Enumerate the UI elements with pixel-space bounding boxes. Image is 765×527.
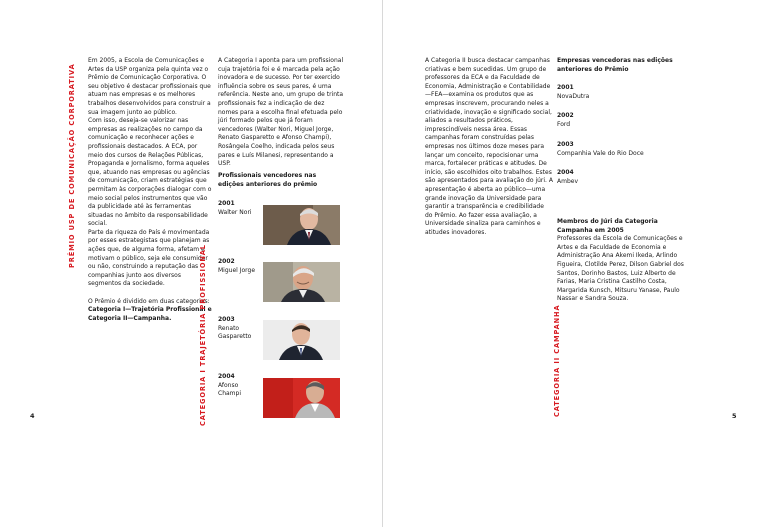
intro-column bbox=[88, 57, 214, 323]
intro-paragraph-1: Em 2005, a Escola de Comunicações e Artes da USP organiza pela quinta vez o Prêmio de Comunicação Corporativa. O seu objetivo é destacar profissionais que atuam nas empresas e os melhores trabalhos desenvolvidos para construir a sua imagem junto ao público. bbox=[88, 57, 211, 116]
category2-vertical-label: CATEGORIA II CAMPANHA bbox=[553, 304, 561, 417]
portrait-walter-nori bbox=[263, 205, 340, 245]
winner-name: Ford bbox=[557, 120, 571, 128]
winner-year: 2003 bbox=[218, 316, 235, 323]
categories-list: Categoria I—Trajetória Profissional e Categoria II—Campanha. bbox=[88, 306, 212, 322]
winner-year: 2003 bbox=[557, 141, 574, 148]
portrait-afonso-champi bbox=[263, 378, 340, 418]
professional-winners-heading: Profissionais vencedores nas edições anteriores do prêmio bbox=[218, 172, 318, 188]
company-winner-2001 bbox=[557, 84, 687, 101]
winner-name: Walter Nori bbox=[218, 208, 252, 216]
winner-year: 2001 bbox=[557, 84, 574, 91]
company-winners-column bbox=[557, 57, 689, 74]
winner-year: 2001 bbox=[218, 200, 235, 207]
category1-paragraph: A Categoria I aponta para um profissional cuja trajetória foi e é marcada pela ação inovadora e de sucesso. Por ter exercido influência sobre os seus pares, é uma referência. Neste ano, um grupo de trinta profissionais fez a indicação de dez nomes para a escolha final efetuada pelo júri formado pelos que já foram vencedores (Walter Nori, Miguel Jorge, Renato Gasparetto e Afonso Champi), Rosângela Coelho, indicada pelos seus pares e Luís Milanesi, representando a USP. bbox=[218, 57, 344, 168]
company-winner-2003 bbox=[557, 141, 687, 158]
right-page bbox=[383, 0, 765, 527]
category1-vertical-label: CATEGORIA I TRAJETÓRIA PROFISSIONAL bbox=[199, 244, 207, 426]
winner-year: 2004 bbox=[218, 373, 235, 380]
winner-year: 2002 bbox=[557, 112, 574, 119]
portrait-renato-gasparetto bbox=[263, 320, 340, 360]
intro-paragraph-3: Parte da riqueza do País é movimentada por esses estrategistas que planejam as ações que, de alguma forma, afetam e motivam o público, seja ele consumidor ou não, construindo a reputação das companhias junto aos diversos segmentos da sociedade. bbox=[88, 228, 210, 288]
winner-name: NovaDutra bbox=[557, 92, 590, 100]
categories-intro: O Prêmio é dividido em duas categorias: bbox=[88, 297, 210, 305]
category2-paragraph: A Categoria II busca destacar campanhas criativas e bem sucedidas. Um grupo de professores da ECA e da Faculdade de Economia, Administração e Contabilidade—FEA—examina os produtos que as empresas inscrevem, procurando neles a criatividade, inovação e significado social, aliados a resultados práticos, imprescindíveis nessa área. Essas campanhas foram construídas pelas empresas nos últimos doze meses para lançar um conceito, repocisionar uma marca, fortalecer práticas e atitudes. De início, são escolhidos oito trabalhos. Estes são apresentados para avaliação do júri. A apresentação é aberta ao público—uma grande inovação da Universidade para garantir a transparência e credibilidade do Prêmio. Ao fazer essa avaliação, a Universidade sinaliza para caminhos e atitudes inovadores. bbox=[425, 57, 553, 236]
left-page bbox=[0, 0, 382, 527]
jury-block bbox=[557, 218, 693, 304]
company-winner-2004 bbox=[557, 169, 687, 186]
page-number-left: 4 bbox=[30, 412, 35, 420]
category1-column bbox=[218, 57, 344, 169]
jury-heading: Membros do Júri da Categoria Campanha em 2005 bbox=[557, 218, 658, 234]
winner-name: Miguel Jorge bbox=[218, 266, 256, 274]
vertical-title: PRÊMIO USP DE COMUNICAÇÃO CORPORATIVA bbox=[68, 63, 76, 268]
category2-column bbox=[425, 57, 553, 237]
winner-year: 2002 bbox=[218, 258, 235, 265]
winner-name: Companhia Vale do Rio Doce bbox=[557, 149, 644, 157]
jury-members: Professores da Escola de Comunicações e Artes e da Faculdade de Economia e Administração Ana Akemi Ikeda, Arlindo Figueira, Clotilde Perez, Dilson Gabriel dos Santos, Dorinho Bastos, Luiz Alberto de Farias, Maria Cristina Castilho Costa, Margarida Kunsch, Mitsuru Yanase, Paulo Nassar e Sandra Souza. bbox=[557, 235, 684, 303]
winner-name: Renato Gasparetto bbox=[218, 324, 252, 341]
portrait-miguel-jorge bbox=[263, 262, 340, 302]
company-winners-heading: Empresas vencedoras nas edições anteriores do Prêmio bbox=[557, 57, 673, 73]
winner-year: 2004 bbox=[557, 169, 574, 176]
winner-name: Ambev bbox=[557, 177, 578, 185]
intro-paragraph-2: Com isso, deseja-se valorizar nas empresas as realizações no campo da comunicação e reconhecer ações e profissionais destacados. A ECA, por meio dos cursos de Relações Públicas, Propaganda e Jornalismo, forma aqueles que, atuando nas empresas ou agências de comunicação, criam estratégias que permitam às corporações dialogar com o meio social pelos instrumentos que vão da publicidade até às ferramentas situadas no âmbito da responsabilidade social. bbox=[88, 117, 212, 228]
winner-name: Afonso Champi bbox=[218, 381, 241, 398]
page-number-right: 5 bbox=[732, 412, 737, 420]
company-winner-2002 bbox=[557, 112, 687, 129]
